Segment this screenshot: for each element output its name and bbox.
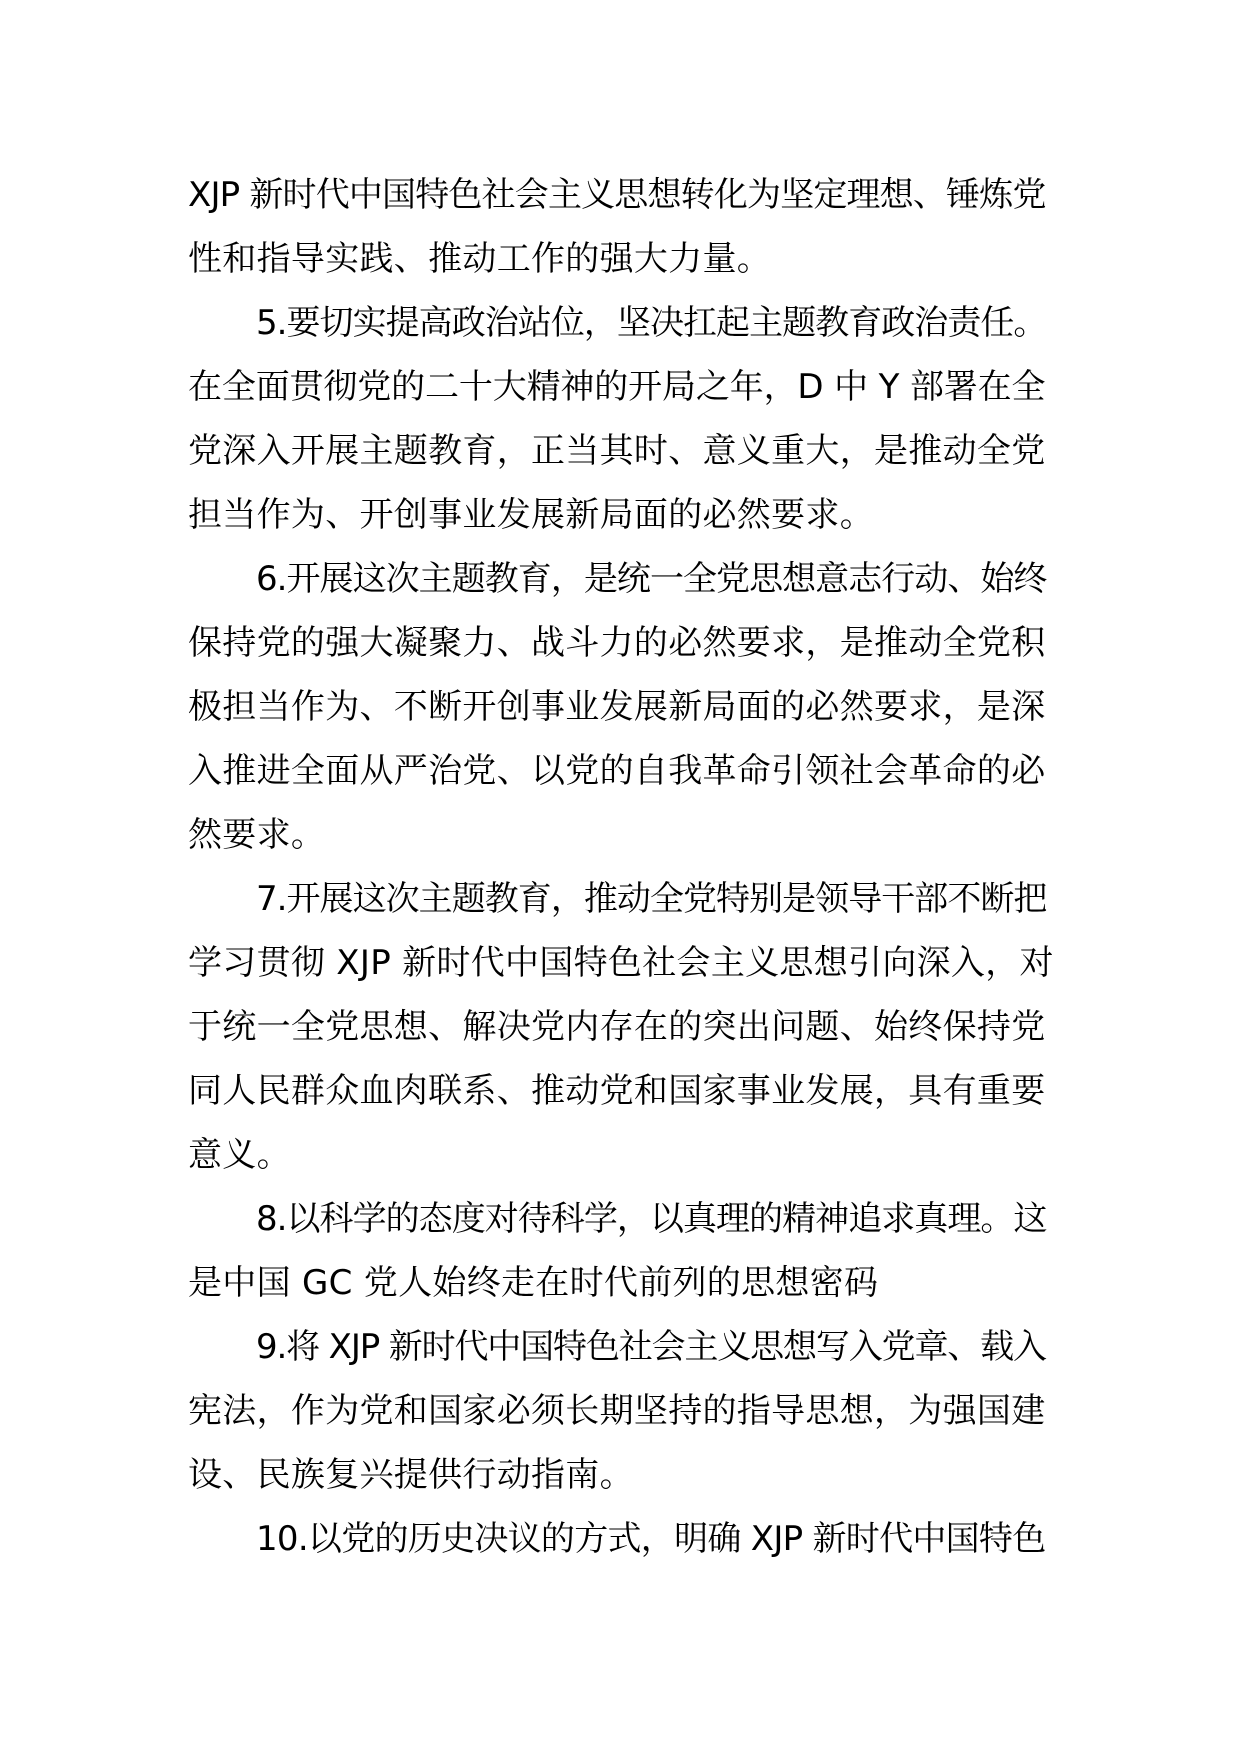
text-line: 性和指导实践、推动工作的强大力量。 [188,239,772,279]
paragraph-item-7 [188,867,1054,1187]
text-line: 党深入开展主题教育，正当其时、意义重大，是推动全党 [188,431,1046,471]
text-line: 6.开展这次主题教育，是统一全党思想意志行动、始终 [256,559,1047,599]
text-line: 极担当作为、不断开创事业发展新局面的必然要求，是深 [188,687,1046,727]
text-line: 5.要切实提高政治站位，坚决扛起主题教育政治责任。 [256,303,1047,343]
text-line: 入推进全面从严治党、以党的自我革命引领社会革命的必 [188,751,1046,791]
document-body [188,163,1054,1571]
text-line: 10.以党的历史决议的方式，明确 XJP 新时代中国特色 [256,1519,1046,1559]
paragraph-item-9 [188,1315,1054,1507]
text-line: 8.以科学的态度对待科学，以真理的精神追求真理。这 [256,1199,1047,1239]
text-line: 于统一全党思想、解决党内存在的突出问题、始终保持党 [188,1007,1046,1047]
text-line: 担当作为、开创事业发展新局面的必然要求。 [188,495,874,535]
text-line: 9.将 XJP 新时代中国特色社会主义思想写入党章、载入 [256,1327,1046,1367]
text-line: XJP 新时代中国特色社会主义思想转化为坚定理想、锤炼党 [188,175,1046,215]
text-line: 保持党的强大凝聚力、战斗力的必然要求，是推动全党积 [188,623,1046,663]
text-line: 设、民族复兴提供行动指南。 [188,1455,634,1495]
paragraph-item-6 [188,547,1054,867]
paragraph-continuation [188,163,1054,291]
paragraph-item-5 [188,291,1054,547]
text-line: 是中国 GC 党人始终走在时代前列的思想密码 [188,1263,879,1303]
text-line: 在全面贯彻党的二十大精神的开局之年，D 中 Y 部署在全 [188,367,1046,407]
text-line: 同人民群众血肉联系、推动党和国家事业发展，具有重要 [188,1071,1046,1111]
paragraph-item-10 [188,1507,1054,1571]
text-line: 宪法，作为党和国家必须长期坚持的指导思想，为强国建 [188,1391,1046,1431]
text-line: 意义。 [188,1135,291,1175]
paragraph-item-8 [188,1187,1054,1315]
text-line: 7.开展这次主题教育，推动全党特别是领导干部不断把 [256,879,1047,919]
text-line: 学习贯彻 XJP 新时代中国特色社会主义思想引向深入，对 [188,943,1054,983]
text-line: 然要求。 [188,815,326,855]
